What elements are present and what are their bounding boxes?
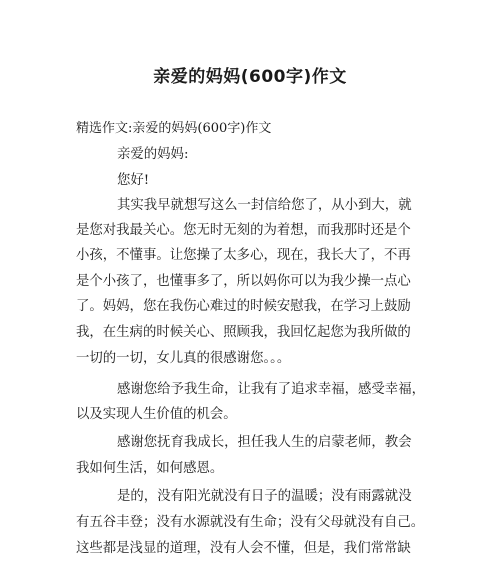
body-text-line: 其实我早就想写这么一封信给您了，从小到大，就 <box>117 198 412 213</box>
body-text-line: 我如何生活，如何感恩。 <box>76 461 224 476</box>
body-text-line: 一切的一切，女儿真的很感谢您。。。 <box>76 351 291 366</box>
body-text-line: 是您对我最关心。您无时无刻的为着想，而我那时还是个 <box>76 223 411 238</box>
body-text-line: 是的，没有阳光就没有日子的温暖；没有雨露就没 <box>117 489 412 504</box>
body-text-line: 是个小孩了，也懂事多了，所以妈你可以为我少操一点心 <box>76 274 411 289</box>
body-text-line: 以及实现人生价值的机会。 <box>76 407 237 422</box>
body-text-line: 这些都是浅显的道理，没有人会不懂，但是，我们常常缺 <box>76 541 411 556</box>
body-text-line: 感谢您给予我生命，让我有了追求幸福，感受幸福， <box>117 382 425 397</box>
body-text-line: 了。妈妈，您在我伤心难过的时候安慰我，在学习上鼓励 <box>76 299 411 314</box>
body-text-line: 有五谷丰登；没有水源就没有生命；没有父母就没有自己。 <box>76 515 425 530</box>
body-text-line: 我，在生病的时候关心、照顾我，我回忆起您为我所做的 <box>76 325 411 340</box>
body-text-line: 感谢您抚育我成长，担任我人生的启蒙老师，教会 <box>117 435 412 450</box>
page-title: 亲爱的妈妈(600字)作文 <box>153 67 347 87</box>
salutation-line: 亲爱的妈妈: <box>117 147 189 162</box>
body-text-line: 小孩，不懂事。让您操了太多心，现在，我长大了，不再 <box>76 248 411 263</box>
document-subtitle: 精选作文:亲爱的妈妈(600字)作文 <box>76 121 272 136</box>
greeting-line: 您好! <box>117 173 150 188</box>
